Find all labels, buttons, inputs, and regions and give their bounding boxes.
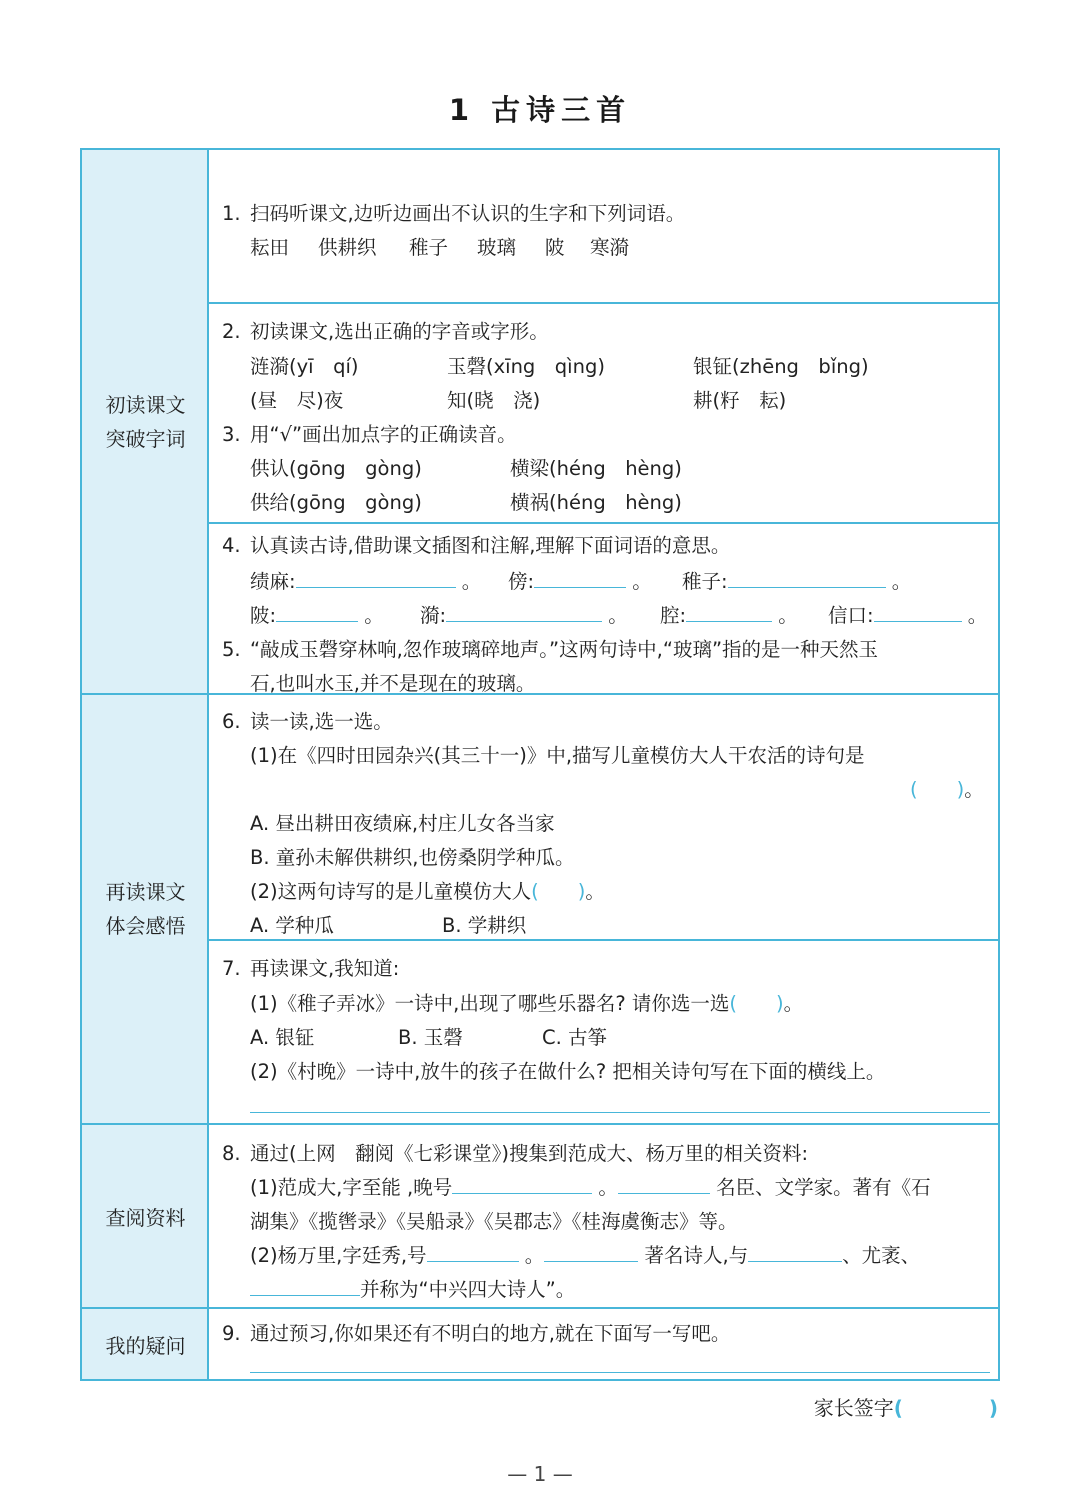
question-1: 1. 扫码听课文,边听边画出不认识的生字和下列词语。 — [222, 202, 686, 225]
answer-blank[interactable] — [452, 1175, 592, 1194]
q6-answer-paren-2[interactable]: ( ) — [531, 880, 586, 903]
q7-options — [250, 1022, 750, 1050]
q6-option-a[interactable]: A. 昼出耕田夜绩麻,村庄儿女各当家 — [250, 812, 555, 835]
q8-sub-1-cont: 湖集》《揽辔录》《吴船录》《吴郡志》《桂海虞衡志》等。 — [250, 1210, 738, 1233]
q2-row-2 — [250, 385, 990, 413]
term-label: 信口: — [828, 604, 874, 627]
section-label-my-questions: 我的疑问 — [105, 1334, 186, 1358]
q6-answer-paren-1[interactable]: ( )。 — [910, 778, 984, 801]
word-item: 陂 — [545, 236, 565, 259]
option-item[interactable]: A. 银钲 — [250, 1026, 315, 1049]
question-3: 3. 用“√”画出加点字的正确读音。 — [222, 423, 517, 446]
term-label: 稚子: — [682, 570, 728, 593]
question-6: 6. 读一读,选一选。 — [222, 710, 393, 733]
term-label: 傍: — [508, 570, 535, 593]
question-9: 9. 通过预习,你如果还有不明白的地方,就在下面写一写吧。 — [222, 1322, 731, 1345]
row-divider — [209, 522, 998, 524]
choice-item[interactable]: 耕(籽 耘) — [693, 389, 787, 412]
choice-item[interactable]: 玉磬(xīng qìng) — [447, 355, 605, 378]
answer-blank[interactable] — [728, 569, 886, 588]
choice-item[interactable]: (昼 尽)夜 — [250, 389, 344, 412]
section-divider — [82, 1307, 998, 1309]
q8-sub-2-cont: 并称为“中兴四大诗人”。 — [250, 1274, 575, 1302]
section-divider — [82, 1123, 998, 1125]
section-label-column — [82, 150, 209, 1379]
parent-signature: 家长签字( ) — [813, 1396, 998, 1420]
page-title: 1 古诗三首 — [448, 93, 632, 127]
option-item[interactable]: C. 古筝 — [542, 1026, 608, 1049]
q2-row-1 — [250, 351, 990, 379]
choice-item[interactable]: 涟漪(yī qí) — [250, 355, 359, 378]
choice-item[interactable]: 知(晓 浇) — [447, 389, 541, 412]
question-2: 2. 初读课文,选出正确的字音或字形。 — [222, 320, 549, 343]
word-item: 玻璃 — [477, 236, 517, 259]
answer-blank[interactable] — [874, 603, 962, 622]
section-label-first-reading: 初读课文 突破字词 — [105, 393, 186, 451]
choice-item[interactable]: 供认(gōng gòng) — [250, 457, 422, 480]
q4-row-2: 陂: 。 漪: 。 腔: 。 信口: 。 — [250, 604, 988, 627]
answer-blank[interactable] — [446, 603, 602, 622]
row-divider — [209, 939, 998, 941]
word-item: 供耕织 — [318, 236, 377, 259]
page-number: — 1 — — [507, 1462, 573, 1486]
term-label: 腔: — [660, 604, 687, 627]
question-8: 8. 通过(上网 翻阅《七彩课堂》)搜集到范成大、杨万里的相关资料: — [222, 1142, 809, 1165]
q9-answer-line[interactable] — [250, 1372, 990, 1373]
q1-word-list — [250, 232, 850, 260]
q7-sub-1: (1)《稚子弄冰》一诗中,出现了哪些乐器名? 请你选一选( )。 — [250, 992, 804, 1015]
section-divider — [82, 693, 998, 695]
choice-item[interactable]: 横祸(héng hèng) — [510, 491, 682, 514]
worksheet-table — [80, 148, 1000, 1381]
answer-blank[interactable] — [544, 1243, 638, 1262]
question-4: 4. 认真读古诗,借助课文插图和注解,理解下面词语的意思。 — [222, 534, 731, 557]
q3-row-2 — [250, 487, 990, 515]
word-item: 耘田 — [250, 236, 290, 259]
section-label-research: 查阅资料 — [105, 1206, 186, 1230]
answer-blank[interactable] — [427, 1243, 519, 1262]
question-5: 5. “敲成玉磬穿林响,忽作玻璃碎地声。”这两句诗中,“玻璃”指的是一种天然玉 — [222, 638, 879, 661]
term-label: 漪: — [420, 604, 447, 627]
q6-sub-1: (1)在《四时田园杂兴(其三十一)》中,描写儿童模仿大人干农活的诗句是 — [250, 744, 865, 767]
option-item[interactable]: B. 玉磬 — [398, 1026, 463, 1049]
answer-blank[interactable] — [534, 569, 626, 588]
option-item[interactable]: A. 学种瓜 — [250, 914, 334, 937]
option-item[interactable]: B. 学耕织 — [442, 914, 527, 937]
choice-item[interactable]: 横梁(héng hèng) — [510, 457, 682, 480]
choice-item[interactable]: 供给(gōng gòng) — [250, 491, 422, 514]
q7-sub-2: (2)《村晚》一诗中,放牛的孩子在做什么? 把相关诗句写在下面的横线上。 — [250, 1060, 886, 1083]
q7-answer-paren[interactable]: ( ) — [729, 992, 784, 1015]
row-divider — [209, 302, 998, 304]
question-7: 7. 再读课文,我知道: — [222, 957, 400, 980]
answer-blank[interactable] — [618, 1175, 710, 1194]
q5-line-2: 石,也叫水玉,并不是现在的玻璃。 — [250, 672, 536, 695]
q6-sub2-options — [250, 910, 750, 938]
q6-option-b[interactable]: B. 童孙未解供耕织,也傍桑阴学种瓜。 — [250, 846, 575, 869]
term-label: 陂: — [250, 604, 277, 627]
section-label-second-reading: 再读课文 体会感悟 — [105, 880, 186, 938]
q4-row-1: 绩麻: 。 傍: 。 稚子: 。 — [250, 570, 912, 593]
q8-sub-1: (1)范成大,字至能 ,晚号 。 名臣、文学家。著有《石 — [250, 1176, 931, 1199]
term-label: 绩麻: — [250, 570, 296, 593]
word-item: 寒漪 — [590, 236, 630, 259]
answer-blank[interactable] — [748, 1243, 842, 1262]
choice-item[interactable]: 银钲(zhēng bǐng) — [693, 355, 869, 378]
q3-row-1 — [250, 453, 990, 481]
answer-blank[interactable] — [686, 603, 772, 622]
q7-answer-line[interactable] — [250, 1112, 990, 1113]
answer-blank[interactable] — [250, 1277, 360, 1296]
q6-sub-2: (2)这两句诗写的是儿童模仿大人( )。 — [250, 880, 605, 903]
answer-blank[interactable] — [296, 569, 456, 588]
q8-sub-2: (2)杨万里,字廷秀,号 。 著名诗人,与 、尤袤、 — [250, 1244, 921, 1267]
word-item: 稚子 — [409, 236, 449, 259]
answer-blank[interactable] — [276, 603, 358, 622]
